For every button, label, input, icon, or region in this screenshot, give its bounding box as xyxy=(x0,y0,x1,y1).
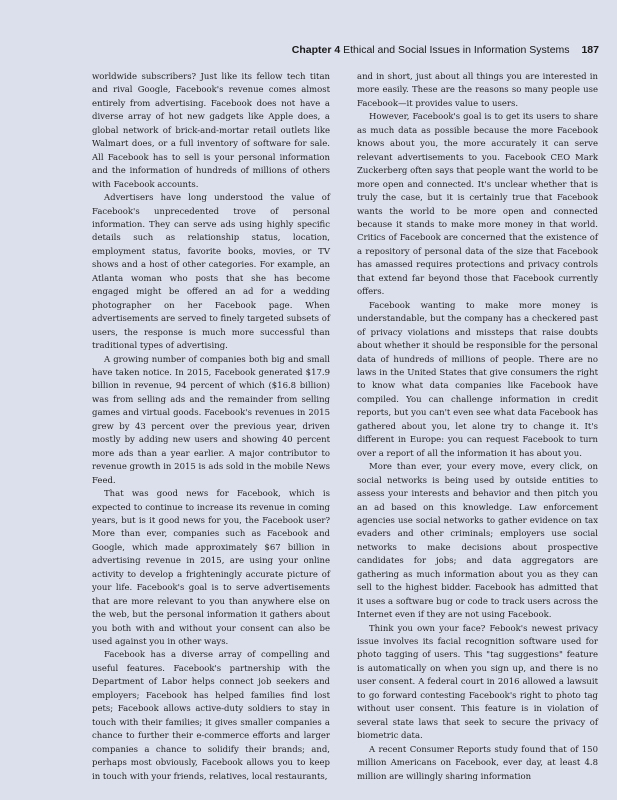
body-paragraph: A recent Consumer Reports study found that of 150 million Americans on Facebook, ever day, at least 4.8 million are willingly sharing information xyxy=(357,744,598,782)
chapter-title: Ethical and Social Issues in Information Systems xyxy=(343,44,570,56)
body-paragraph: Advertisers have long understood the value of Facebook's unprecedented trove of personal information. They can serve ads using highly specific details such as relationship status, location, employment status, favorite books, movies, or TV shows and a host of other categories. For example, an Atlanta woman who posts that she has become engaged might be offered an ad for a wedding photographer on her Facebook page. When advertisements are served to finely targeted subsets of users, the response is much more successful than traditional types of advertising. xyxy=(92,193,330,352)
body-paragraph: Facebook has a diverse array of compelling and useful features. Facebook's partnership with the Department of Labor helps connect job seekers and employers; Facebook has helped families find lost pets; Facebook allows active-duty soldiers to stay in touch with their families; it gives smaller companies a chance to further their e-commerce efforts and larger companies a chance to solidify their brands; and, perhaps most obviously, Facebook allows you to keep in touch with your friends, relatives, local restaurants, xyxy=(92,650,330,782)
body-paragraph: That was good news for Facebook, which is expected to continue to increase its revenue in coming years, but is it good news for you, the Facebook user? More than ever, companies such as Facebook and Google, which made approximately $67 billion in advertising revenue in 2015, are using your online activity to develop a frighteningly accurate picture of your life. Facebook's goal is to serve advertisements that are more relevant to you than anywhere else on the web, but the personal information it gathers about you both with and without your consent can also be used against you in other ways. xyxy=(92,489,330,648)
body-paragraph: More than ever, your every move, every click, on social networks is being used by outside entities to assess your interests and behavior and then pitch you an ad based on this knowledge. Law enforcement agencies use social networks to gather evidence on tax evaders and other criminals; employers use social networks to make decisions about prospective candidates for jobs; and data aggregators are gathering as much information about you as they can sell to the highest bidder. Facebook has admitted that it uses a software bug or code to track users across the Internet even if they are not using Facebook. xyxy=(357,462,598,621)
running-header xyxy=(292,44,599,56)
chapter-label: Chapter 4 xyxy=(291,44,341,56)
body-paragraph: However, Facebook's goal is to get its users to share as much data as possible because the more Facebook knows about you, the more accurately it can serve relevant advertisements to you. Facebook CEO Mark Zuckerberg often says that people want the world to be more open and connected. It's unclear whether that is truly the case, but it is certainly true that Facebook wants the world to be more open and connected because it stands to make more money in that world. Critics of Facebook are concerned that the existence of a repository of personal data of the size that Facebook has amassed requires protections and privacy controls that extend far beyond those that Facebook currently offers. xyxy=(357,112,598,298)
left-text-column xyxy=(92,71,330,784)
body-paragraph: and in short, just about all things you are interested in more easily. These are the reasons so many people use Facebook—it provides value to users. xyxy=(357,72,598,109)
page-number: 187 xyxy=(581,44,599,56)
body-paragraph: Think you own your face? Febook's newest privacy issue involves its facial recognition software used for photo tagging of users. This "tag suggestions" feature is automatically on when you sign up, and there is no user consent. A federal court in 2016 allowed a lawsuit to go forward contesting Facebook's right to photo tag without user consent. This feature is in violation of several state laws that seek to secure the privacy of biometric data. xyxy=(357,623,598,742)
body-paragraph: A growing number of companies both big and small have taken notice. In 2015, Facebook generated $17.9 billion in revenue, 94 percent of which ($16.8 billion) was from selling ads and the remainder from selling games and virtual goods. Facebook's revenues in 2015 grew by 43 percent over the previous year, driven mostly by adding new users and showing 40 percent more ads than a year earlier. A major contributor to revenue growth in 2015 is ads sold in the mobile News Feed. xyxy=(92,354,330,486)
body-paragraph: worldwide subscribers? Just like its fellow tech titan and rival Google, Facebook's revenue comes almost entirely from advertising. Facebook does not have a diverse array of hot new gadgets like Apple does, a global network of brick-and-mortar retail outlets like Walmart does, or a full inventory of software for sale. All Facebook has to sell is your personal information and the information of hundreds of millions of others with Facebook accounts. xyxy=(92,72,330,190)
body-paragraph: Facebook wanting to make more money is understandable, but the company has a checkered past of privacy violations and missteps that raise doubts about whether it should be responsible for the personal data of hundreds of millions of people. There are no laws in the United States that give consumers the right to know what data companies like Facebook have compiled. You can challenge information in credit reports, but you can't even see what data Facebook has gathered about you, let alone try to change it. It's different in Europe: you can request Facebook to turn over a report of all the information it has about you. xyxy=(357,300,598,459)
right-text-column xyxy=(357,71,598,784)
